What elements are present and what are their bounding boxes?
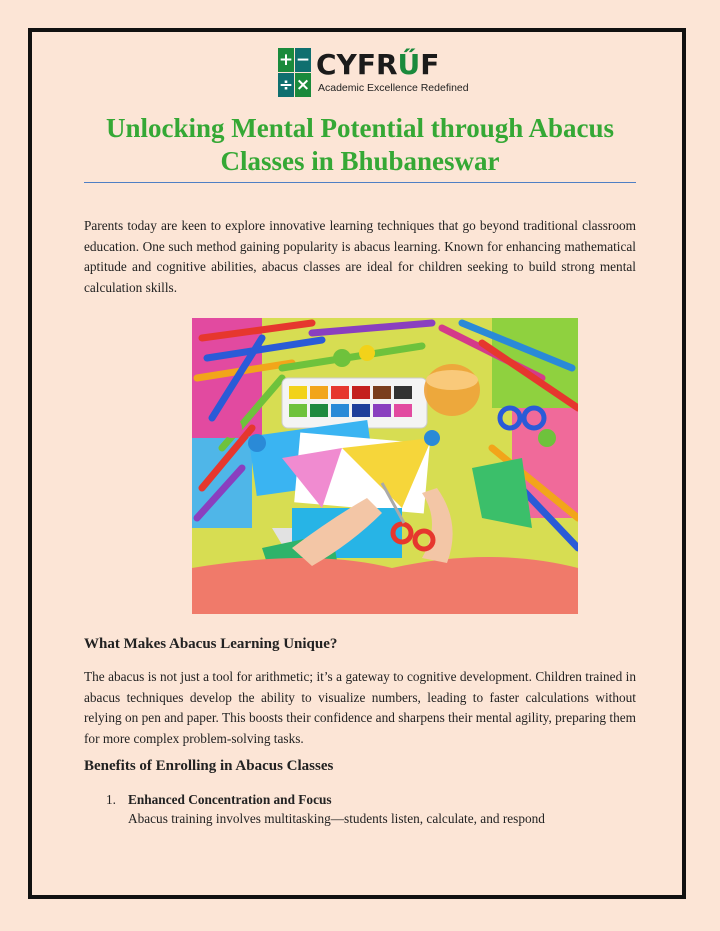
logo-word-c: F	[420, 48, 440, 81]
section-body-unique: The abacus is not just a tool for arithmetic; it’s a gateway to cognitive development. Children trained in abacus techniques develop the ability to visualize numbers, leading to faster calculations without relying on pen and paper. This boosts their confidence and sharpens their mental agility, preparing them for more complex problem-solving tasks.	[84, 669, 636, 746]
minus-icon: −	[295, 50, 311, 70]
divide-icon: ÷	[278, 75, 294, 95]
intro-paragraph: Parents today are keen to explore innovative learning techniques that go beyond traditional classroom education. One such method gaining popularity is abacus learning. Known for enhancing mathematical aptitude and cognitive abilities, abacus classes are ideal for children seeking to build strong mental calculation skills.	[84, 218, 636, 295]
list-item-title: Enhanced Concentration and Focus	[128, 792, 332, 807]
multiply-icon: ×	[295, 75, 311, 95]
logo-wordmark	[316, 48, 439, 82]
brand-logo[interactable]	[278, 48, 469, 100]
logo-word-b: Ű	[397, 48, 421, 81]
logo-tagline: Academic Excellence Redefined	[318, 82, 469, 94]
section-heading-benefits: Benefits of Enrolling in Abacus Classes	[84, 758, 334, 774]
plus-icon: +	[278, 50, 294, 70]
math-symbols-icon	[278, 48, 312, 98]
title-divider	[84, 182, 636, 183]
craft-supplies-photo	[192, 318, 578, 614]
page-title: Unlocking Mental Potential through Abacus Classes in Bhubaneswar	[105, 113, 615, 176]
section-heading-unique: What Makes Abacus Learning Unique?	[84, 636, 338, 652]
list-item-description: Abacus training involves multitasking—students listen, calculate, and respond	[128, 811, 545, 826]
logo-word-a: CYFR	[316, 48, 398, 81]
list-item-number: 1.	[106, 792, 116, 807]
